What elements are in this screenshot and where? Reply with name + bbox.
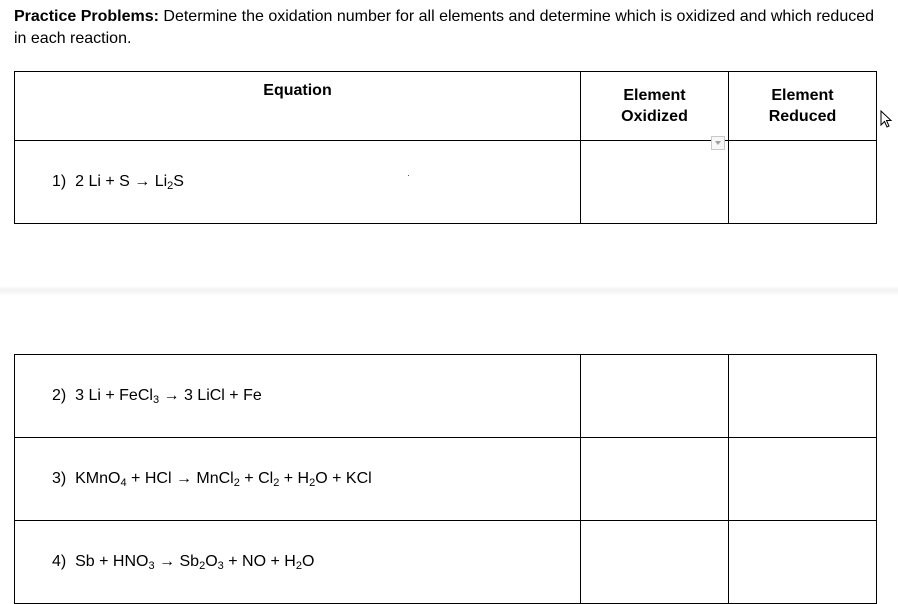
equation-cell	[15, 141, 581, 224]
page-break-band	[0, 286, 898, 296]
reduced-cell[interactable]	[729, 141, 877, 224]
subscript: 2	[309, 477, 316, 489]
instructions-title: Practice Problems:	[14, 8, 159, 25]
equation-text: KMnO$_4$ + HCl → MnCl$_2$ + $Cl_2 + H_2O$ + KCl	[75, 470, 372, 489]
header-element-reduced	[729, 72, 877, 141]
mouse-cursor-icon	[880, 110, 894, 130]
header-equation: Equation	[15, 72, 581, 141]
header-oxidized-line2: Oxidized	[621, 108, 688, 125]
subscript: 3	[148, 560, 155, 572]
reduced-cell[interactable]	[729, 521, 877, 604]
instructions-text: Determine the oxidation number for all elements and determine which is oxidized and which reduced in each reaction.	[14, 8, 875, 47]
instructions	[14, 6, 874, 50]
problem-number: 3)	[52, 470, 67, 487]
subscript: 2	[273, 477, 280, 489]
subscript: 3	[217, 560, 224, 572]
reduced-cell[interactable]	[729, 355, 877, 438]
subscript: 2	[167, 180, 174, 192]
table-row	[15, 521, 877, 604]
problem-table-bottom	[14, 354, 877, 604]
problem-table-top	[14, 71, 877, 224]
equation-text: 3 Li + FeCl$_3$ → 3 LiCl + Fe	[75, 387, 262, 406]
subscript: 2	[199, 560, 206, 572]
table-row	[15, 141, 877, 224]
oxidized-cell[interactable]	[581, 355, 729, 438]
subscript: 2	[233, 477, 240, 489]
equation-cell	[15, 355, 581, 438]
problem-number: 2)	[52, 387, 67, 404]
reduced-cell[interactable]	[729, 438, 877, 521]
subscript: 3	[152, 394, 160, 406]
equation-text: 2 $Li + S \to Li_2S$	[75, 173, 184, 192]
oxidized-cell[interactable]	[581, 438, 729, 521]
oxidized-cell[interactable]	[581, 521, 729, 604]
problem-number: 1)	[52, 173, 67, 190]
oxidized-cell[interactable]	[581, 141, 729, 224]
table-row	[15, 355, 877, 438]
subscript: 2	[295, 560, 302, 572]
stray-dot	[408, 175, 409, 176]
problem-number: 4)	[52, 553, 67, 570]
equation-text: $Sb + HNO_3 \to Sb_2O_3$ + NO + $H_2O$	[75, 553, 315, 572]
equation-cell	[15, 438, 581, 521]
table-row	[15, 438, 877, 521]
header-oxidized-line1: Element	[623, 87, 686, 104]
header-element-oxidized	[581, 72, 729, 141]
subscript: 4	[120, 477, 127, 489]
dropdown-arrow-icon[interactable]	[711, 136, 725, 150]
header-reduced-line2: Reduced	[768, 108, 837, 125]
table-header-row	[15, 72, 877, 141]
equation-cell	[15, 521, 581, 604]
header-reduced-line1: Element	[771, 87, 834, 104]
